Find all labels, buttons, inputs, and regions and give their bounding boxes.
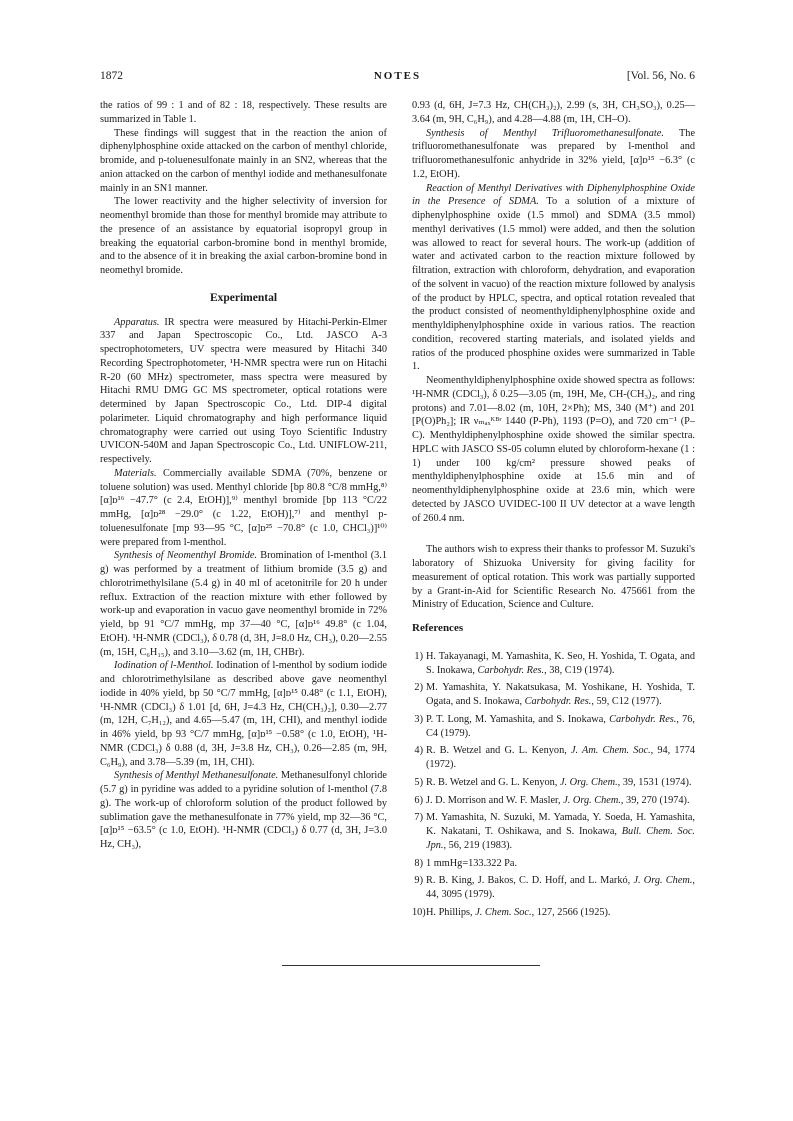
- reference-journal: J. Chem. Soc.: [475, 906, 532, 918]
- reference-authors: R. B. Wetzel and G. L. Kenyon,: [426, 776, 560, 788]
- volume-info: [Vol. 56, No. 6: [626, 70, 695, 82]
- reference-number: 9): [414, 875, 423, 887]
- reference-number: 2): [414, 682, 423, 694]
- paragraph-text: Commercially available SDMA (70%, benzene or toluene solution) was used. Menthyl chloride [bp 80.8 °C/8 mmHg,⁸⁾ [α]ᴅ¹⁶ −47.7° (c 2.4, EtOH)],⁹⁾ menthyl bromide [bp 113 °C/22 mmHg, [α]ᴅ²⁸ −29.0° (c 1.22, EtOH)],⁷⁾ and menthyl p-toluenesulfonate [mp 93—95 °C, [α]ᴅ²⁵ −70.8° (c 1.0, CHCl₃)]¹⁰⁾ were prepared from l-menthol.: [100, 467, 387, 548]
- reference-authors: M. Yamashita, Y. Nakatsukasa, M. Yoshikane, H. Yoshida, T. Ogata, and S. Inokawa,: [426, 682, 695, 707]
- reference-number: 5): [414, 776, 423, 788]
- reference-number: 10): [412, 906, 426, 918]
- reference-list: [412, 650, 695, 920]
- paragraph: the ratios of 99 : 1 and of 82 : 18, respectively. These results are summarized in Table 1.: [100, 100, 387, 125]
- paragraph-text: Methanesulfonyl chloride (5.7 g) in pyridine was added to a pyridine solution of l-menthol (7.8 g). The work-up of chloroform solution of the product followed by sublimation gave the methanesulfonate in 77% yield, mp 32—36 °C, [α]ᴅ¹⁵ −63.5° (c 1.0, EtOH). ¹H-NMR (CDCl₃) δ 0.77 (d, 3H, J=3.0 Hz, CH₃),: [100, 770, 387, 850]
- reference-item: [412, 713, 695, 741]
- reference-journal: J. Org. Chem.: [563, 794, 621, 806]
- reference-journal: J. Org. Chem.: [559, 776, 618, 788]
- paragraph-text: Iodination of l-menthol by sodium iodide and chlorotrimethylsilane as described above gave neomenthyl iodide in 40% yield, bp 50 °C/7 mmHg, [α]ᴅ¹⁵ 0.48° (c 1.1, EtOH), ¹H-NMR (CDCl₃) δ 1.01 [d, 6H, J=4.3 Hz, CH(CH₃)₂], 0.30—2.77 (m, 12H, C₇H₁₂), and 4.65—5.47 (m, 1H, CHI), and menthyl iodide in 46% yield, bp 93 °C/7 mmHg, [α]ᴅ¹⁵ −0.58° (c 1.0, EtOH), ¹H-NMR (CDCl₃) δ 0.88 (d, 3H, J=3.8 Hz, CH₃), 0.26—2.85 (m, 9H, C₆H₉), and 3.78—5.39 (m, 1H, CHI).: [100, 660, 387, 768]
- run-in-heading: Materials.: [114, 467, 157, 479]
- right-column: [412, 99, 695, 924]
- reference-authors: H. Phillips,: [426, 906, 476, 918]
- triflate-paragraph: [412, 127, 695, 182]
- reference-number: 4): [414, 745, 423, 757]
- reaction-paragraph: [412, 182, 695, 375]
- reference-citation: , 56, 219 (1983).: [443, 839, 513, 851]
- running-header: [100, 70, 695, 88]
- paragraph-text: The trifluoromethanesulfonate was prepared by l-menthol and trifluoromethanesulfonic anhydride in 32% yield, [α]ᴅ¹⁵ −6.3° (c 1.2, EtOH).: [412, 127, 696, 180]
- reference-citation: , 38, C19 (1974).: [544, 664, 615, 676]
- reference-item: [412, 681, 695, 709]
- reference-citation: , 39, 1531 (1974).: [617, 776, 692, 788]
- reference-citation: , 94, 1774 (1972).: [426, 745, 695, 770]
- paragraph-text: IR spectra were measured by Hitachi-Perkin-Elmer 337 and Japan Spectroscopic Co., Ltd. JASCO A-3 spectrophotometers, UV spectra were measured by Hitachi 340 Recording Spectrophotometer, ¹H-NMR spectra were run on Hitachi R-20 (60 MHz) spectrometer, mass spectra were measured by Hitachi RMU DMG GC MS spectrometer, optical rotations were determined by Japan Spectroscopic Co., Ltd. DIP-4 digital polarimeter. Liquid chromatography and high performance liquid chromatography were carried out using Toyo Scientific Industry UVICON-540M and Japan Spectroscopic Co., Ltd. UNIFLOW-211, respectively.: [100, 316, 387, 465]
- run-in-heading: Synthesis of Neomenthyl Bromide.: [114, 550, 257, 562]
- reference-citation: , 44, 3095 (1979).: [426, 875, 695, 900]
- run-in-heading: Apparatus.: [114, 316, 160, 328]
- materials-paragraph: [100, 467, 387, 550]
- mesylate-paragraph: [100, 769, 387, 852]
- reference-journal: Bull. Chem. Soc. Jpn.: [426, 826, 695, 851]
- reference-journal: Carbohydr. Res.: [477, 664, 545, 676]
- reference-item: [412, 744, 695, 772]
- reference-number: 3): [414, 713, 423, 725]
- run-in-heading: Iodination of l-Menthol.: [114, 660, 214, 672]
- divider: [282, 965, 540, 966]
- apparatus-paragraph: [100, 316, 387, 467]
- reference-item: [412, 906, 695, 920]
- run-in-heading: Synthesis of Menthyl Methanesulfonate.: [114, 770, 279, 782]
- neomenthyl-paragraph: [100, 549, 387, 659]
- run-in-heading: Synthesis of Menthyl Trifluoromethanesulfonate.: [426, 127, 664, 139]
- section-title: Experimental: [209, 291, 278, 304]
- paragraph: Neomenthyldiphenylphosphine oxide showed spectra as follows: ¹H-NMR (CDCl₃), δ 0.25—3.05 (m, 19H, Me, CH-(CH₃)₂, and ring protons) and 7.01—8.02 (m, 10H, 2×Ph); MS, 340 (M⁺) and 201 [P(O)Ph₂]; IR νₘₐₓᴷᴮʳ 1440 (P-Ph), 1193 (P=O), and 720 cm⁻¹ (P–C). Menthyldiphenylphosphine oxide showed the similar spectra. HPLC with JASCO SS-05 column eluted by chloroform-hexane (1 : 1) under 100 kg/cm² pressure showed peaks of menthyldiphenylphosphine oxide at 15.6 min and of neomenthyldiphenylphosphine oxide at 23.6 min, which were detected by JASCO UVIDEC-100 II UV detector at a wave length of 260.4 nm.: [412, 375, 695, 524]
- reference-item: [412, 857, 695, 871]
- reference-item: [412, 776, 695, 790]
- run-in-heading: Reaction of Menthyl Derivatives with Diphenylphosphine Oxide in the Presence of SDMA.: [412, 182, 695, 208]
- reference-number: 7): [414, 812, 423, 824]
- reference-item: [412, 794, 695, 808]
- reference-item: [412, 811, 695, 852]
- paragraph: 0.93 (d, 6H, J=7.3 Hz, CH(CH₃)₂), 2.99 (s, 3H, CH₃SO₃), 0.25—3.64 (m, 9H, C₆H₉), and 4.28—4.88 (m, 1H, CH–O).: [412, 100, 695, 125]
- reference-number: 6): [414, 794, 423, 806]
- reference-journal: J. Org. Chem.: [633, 875, 693, 887]
- paragraph-text: To a solution of a mixture of diphenylphosphine oxide (1.5 mmol) and SDMA (3.5 mmol) menthyl derivatives (1.5 mmol) were added, and then the solution was allowed to react for several hours. The work-up (addition of water and activated carbon to the reaction mixture followed by filtration, extraction with chloroform, dehydration, and evaporation of the solvent in vacuo) of the reaction mixture followed by analysis of the product by HPLC, spectra, and optical rotation revealed that the product consisted of neomenthyldiphenylphosphine oxide and menthyldiphenylphosphine oxide in various ratios. The reaction condition, recovered starting materials, and isolated yields and ratios of the produced phosphine oxides were summarized in Table 1.: [412, 196, 695, 373]
- page-number: 1872: [100, 70, 123, 82]
- reference-journal: J. Am. Chem. Soc.: [570, 745, 651, 757]
- reference-citation: , 39, 270 (1974).: [620, 794, 690, 806]
- reference-journal: Carbohydr. Res.: [524, 696, 592, 707]
- reference-authors: R. B. King, J. Bakos, C. D. Hoff, and L. Markó,: [426, 875, 634, 887]
- paragraph: The lower reactivity and the higher selectivity of inversion for neomenthyl bromide than those for menthyl bromide may attribute to the presence of an assistance by equatorial isopropyl group in breaking the equatorial carbon-bromine bond in menthyl bromide, and to the absence of it in breaking the axial carbon-bromine bond in neomethyl bromide.: [100, 196, 387, 276]
- iodination-paragraph: [100, 659, 387, 769]
- section-name: NOTES: [373, 70, 422, 82]
- reference-authors: J. D. Morrison and W. F. Masler,: [426, 794, 564, 806]
- reference-authors: P. T. Long, M. Yamashita, and S. Inokawa,: [426, 713, 610, 725]
- reference-authors: H. Takayanagi, M. Yamashita, K. Seo, H. Yoshida, T. Ogata, and S. Inokawa,: [426, 650, 695, 676]
- reference-citation: , 127, 2566 (1925).: [531, 906, 611, 918]
- reference-citation: , 76, C4 (1979).: [426, 713, 695, 739]
- reference-number: 1): [414, 650, 423, 662]
- reference-citation: , 59, C12 (1977).: [591, 696, 662, 707]
- reference-authors: R. B. Wetzel and G. L. Kenyon,: [426, 745, 571, 757]
- reference-journal: Carbohydr. Res.: [609, 713, 677, 725]
- reference-authors: 1 mmHg=133.322 Pa.: [426, 857, 518, 869]
- paragraph: These findings will suggest that in the reaction the anion of diphenylphosphine oxide attacked on the carbon of menthyl chloride, bromide, and p-toluenesulfonate mainly in an SN2, whereas that the anion attacked on the carbon of menthyl iodide and methanesulfonate mainly in an SN1 manner.: [100, 127, 387, 194]
- left-column: [100, 99, 387, 852]
- reference-authors: M. Yamashita, N. Suzuki, M. Yamada, Y. Soeda, H. Yamashita, K. Nakatani, T. Oshikawa, and S. Inokawa,: [426, 812, 695, 837]
- reference-number: 8): [414, 857, 423, 869]
- acknowledgement: The authors wish to express their thanks to professor M. Suzuki's laboratory of Shizuoka University for giving facility for measurement of optical rotation. This work was partially supported by a Grant-in-Aid for Scientific Research No. 475661 from the Ministry of Education, Science and Culture.: [412, 544, 695, 611]
- references-title: References: [412, 622, 464, 634]
- paragraph-text: Bromination of l-menthol (3.1 g) was performed by a treatment of lithium bromide (3.5 g) and chlorotrimethylsilane (5.4 g) in 40 ml of acetonitrile for 20 h under reflux. Extraction of the reaction mixture with ether followed by work-up and evaporation in vacuo gave neomenthyl bromide in 72% yield, bp 91 °C/7 mmHg, mp 37—40 °C, [α]ᴅ¹⁶ 49.8° (c 1.04, EtOH). ¹H-NMR (CDCl₃), δ 0.78 (d, 3H, J=8.0 Hz, CH₃), 0.20—2.55 (m, 15H, C₆H₁₅), and 3.10—3.62 (m, 1H, CHBr).: [100, 550, 387, 658]
- reference-item: [412, 874, 695, 902]
- reference-item: [412, 650, 695, 678]
